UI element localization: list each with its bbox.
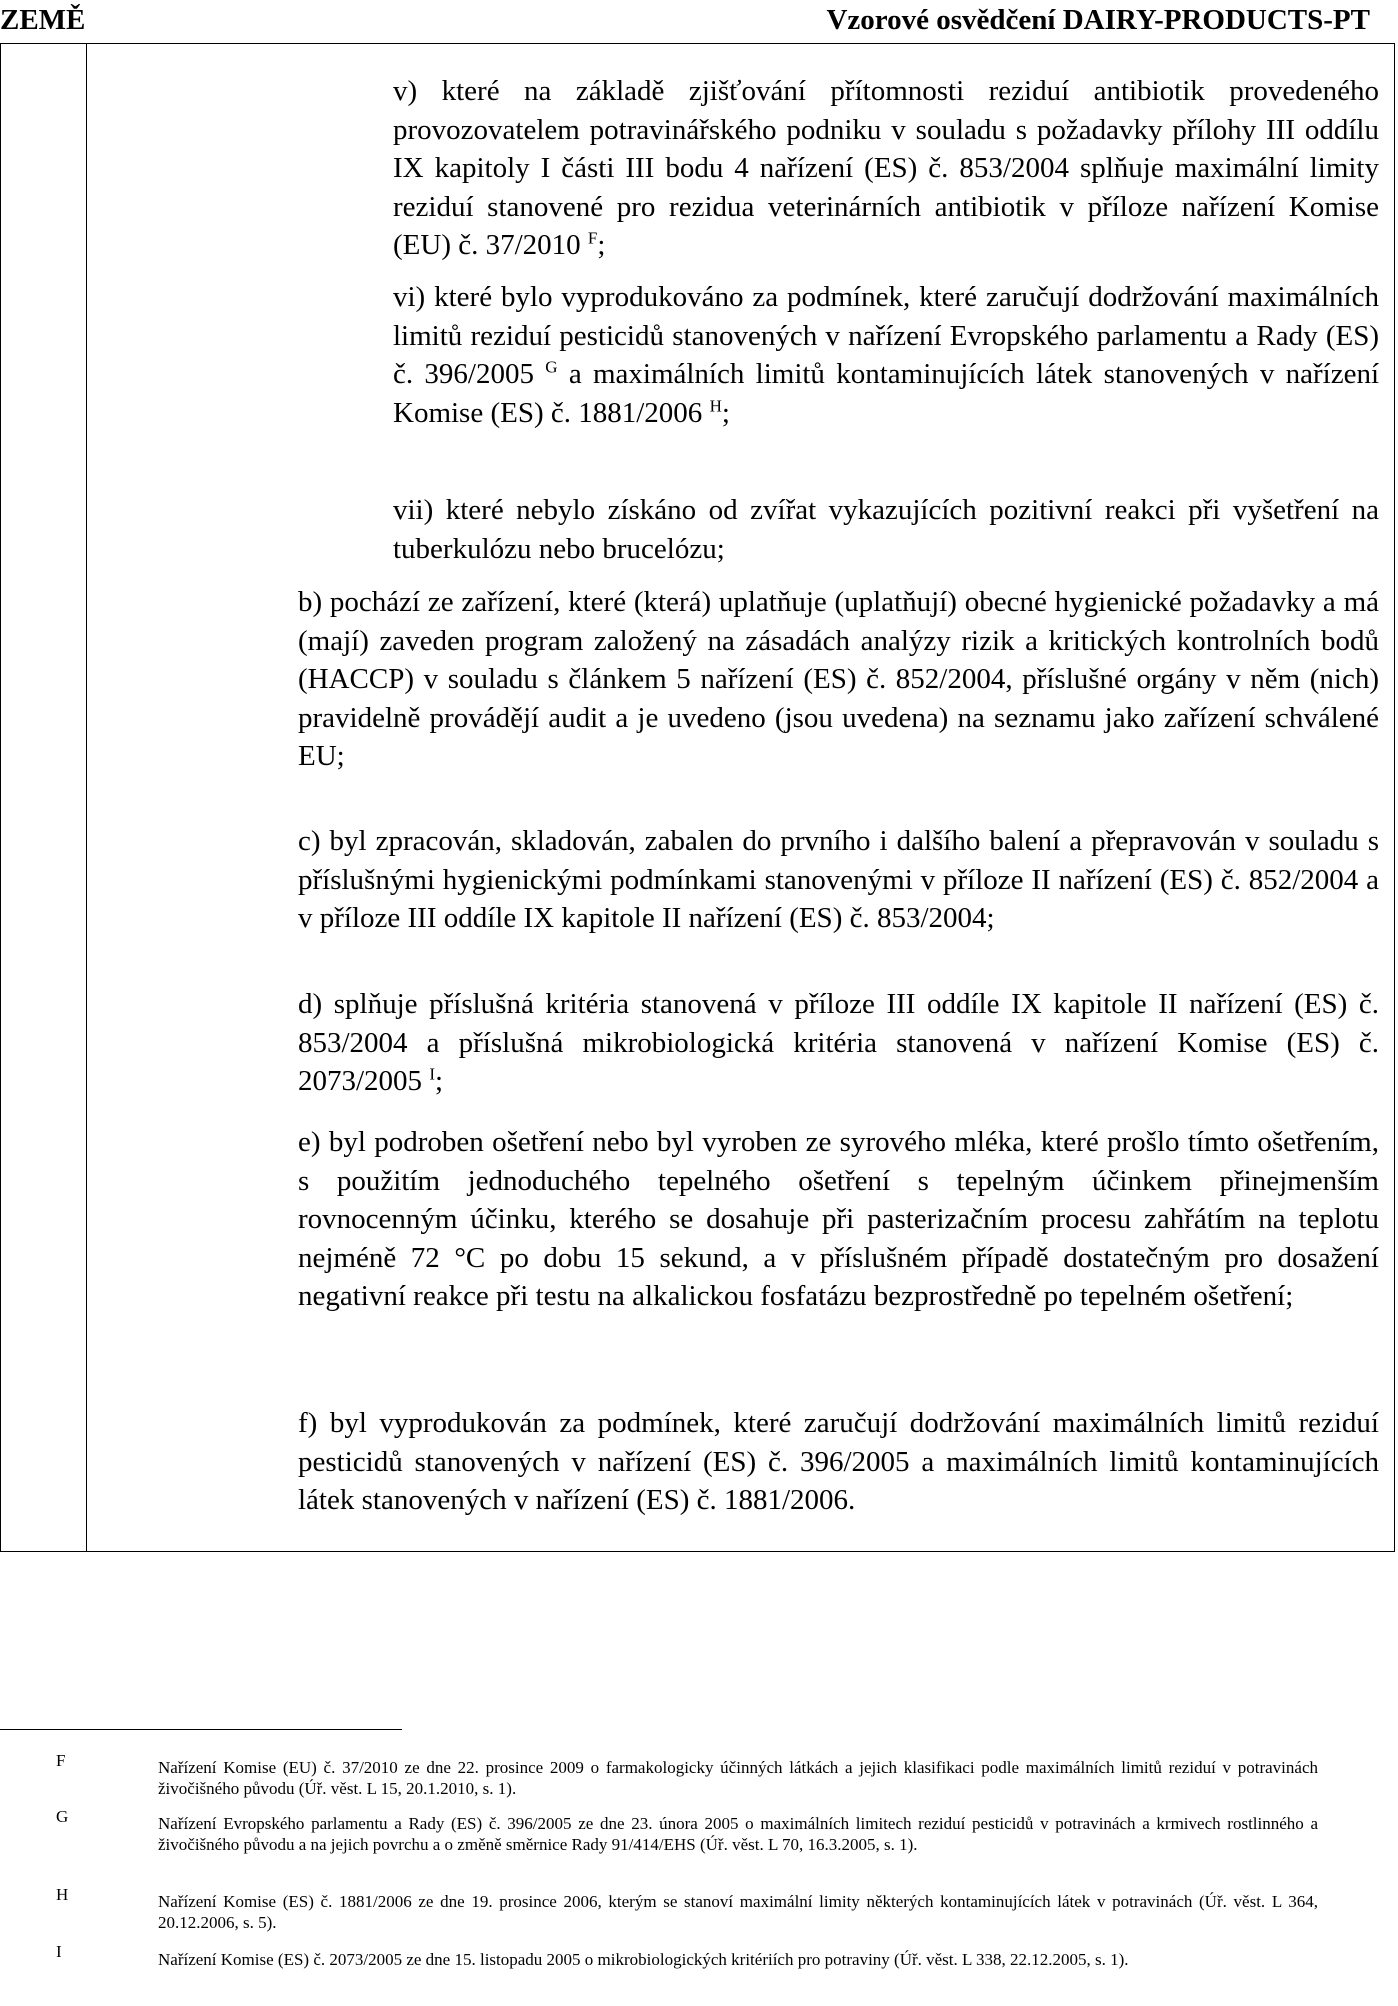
clause-d <box>298 985 1379 1101</box>
header-country: ZEMĚ <box>0 4 86 36</box>
footnote-mark: G <box>56 1807 69 1826</box>
clause-v-end: ; <box>597 229 606 261</box>
clause-vi-end: ; <box>721 396 730 429</box>
footnote-ref-I: I <box>429 1064 435 1084</box>
header-certificate-title: Vzorové osvědčení DAIRY-PRODUCTS-PT <box>826 4 1370 36</box>
certificate-table <box>0 43 1395 1552</box>
footnote-text: Nařízení Evropského parlamentu a Rady (ES) č. 396/2005 ze dne 23. února 2005 o maximálních limitech reziduí pesticidů v potravinách a krmivech rostlinného a živočišného původu a na jejich povrchu a o změně směrnice Rady 91/414/EHS (Úř. věst. L 70, 16.3.2005, s. 1). <box>158 1814 1318 1854</box>
clause-vi-text-2: a maximálních limitů kontaminujících látek stanovených v nařízení Komise (ES) č. 1881/2006 <box>393 358 1379 429</box>
clause-vi-text-1: vi) které bylo vyprodukováno za podmínek, které zaručují dodržování maximálních limitů reziduí pesticidů stanovených v nařízení Evropského parlamentu a Rady (ES) č. 396/2005 <box>393 281 1379 390</box>
clause-v-text: v) které na základě zjišťování přítomnosti reziduí antibiotik provedeného provozovatelem potravinářského podniku v souladu s požadavky přílohy III oddílu IX kapitoly I části III bodu 4 nařízení (ES) č. 853/2004 splňuje maximální limity reziduí stanovené pro rezidua veterinárních antibiotik v příloze nařízení Komise (EU) č. 37/2010 <box>393 75 1379 261</box>
column-divider <box>86 44 87 1551</box>
clause-b: b) pochází ze zařízení, které (která) uplatňuje (uplatňují) obecné hygienické požadavky a má (mají) zaveden program založený na zásadách analýzy rizik a kritických kontrolních bodů (HACCP) v souladu s článkem 5 nařízení (ES) č. 852/2004, příslušné orgány v něm (nich) pravidelně provádějí audit a je uvedeno (jsou uvedena) na seznamu jako zařízení schválené EU; <box>298 586 1379 772</box>
clause-d-end: ; <box>434 1065 444 1097</box>
clause-e: e) byl podroben ošetření nebo byl vyroben ze syrového mléka, které prošlo tímto ošetřením, s použitím jednoduchého tepelného ošetření s tepelným účinkem přinejmenším rovnocenným účinku, kterého se dosahuje při pasterizačním procesu zahřátím na teplotu nejméně 72 °C po dobu 15 sekund, a v příslušném případě dostatečným pro dosažení negativní reakce při testu na alkalickou fosfatázu bezprostředně po tepelném ošetření; <box>298 1126 1379 1312</box>
clause-d-text: d) splňuje příslušná kritéria stanovená v příloze III oddíle IX kapitole II nařízení (ES) č. 853/2004 a příslušná mikrobiologická kritéria stanovená v nařízení Komise (ES) č. 2073/2005 <box>298 988 1379 1097</box>
footnote-mark: I <box>56 1942 62 1961</box>
footnote-ref-G: G <box>545 357 558 377</box>
clause-v <box>393 72 1379 265</box>
clause-c: c) byl zpracován, skladován, zabalen do prvního i dalšího balení a přepravován v souladu s příslušnými hygienickými podmínkami stanovenými v příloze II nařízení (ES) č. 852/2004 a v příloze III oddíle IX kapitole II nařízení (ES) č. 853/2004; <box>298 825 1379 934</box>
footnote-text: Nařízení Komise (EU) č. 37/2010 ze dne 22. prosince 2009 o farmakologicky účinných látkách a jejich klasifikaci podle maximálních limitů reziduí v potravinách živočišného původu (Úř. věst. L 15, 20.1.2010, s. 1). <box>158 1758 1318 1798</box>
footnote-mark: H <box>56 1885 69 1904</box>
footnote-separator <box>0 1729 402 1730</box>
clause-vii: vii) které nebylo získáno od zvířat vykazujících pozitivní reakci při vyšetření na tuberkulózu nebo brucelózu; <box>393 494 1379 565</box>
footnote-text: Nařízení Komise (ES) č. 2073/2005 ze dne 15. listopadu 2005 o mikrobiologických kritériích pro potraviny (Úř. věst. L 338, 22.12.2005, s. 1). <box>158 1950 1129 1969</box>
footnote-text: Nařízení Komise (ES) č. 1881/2006 ze dne 19. prosince 2006, kterým se stanoví maximální limity některých kontaminujících látek v potravinách (Úř. věst. L 364, 20.12.2006, s. 5). <box>158 1892 1318 1932</box>
clause-vi <box>393 278 1379 432</box>
footnote-ref-H: H <box>709 395 722 415</box>
clause-f: f) byl vyprodukován za podmínek, které zaručují dodržování maximálních limitů reziduí pesticidů stanovených v nařízení (ES) č. 396/2005 a maximálních limitů kontaminujících látek stanovených v nařízení (ES) č. 1881/2006. <box>298 1407 1379 1516</box>
footnote-ref-F: F <box>587 228 598 248</box>
footnote-mark: F <box>56 1751 66 1770</box>
